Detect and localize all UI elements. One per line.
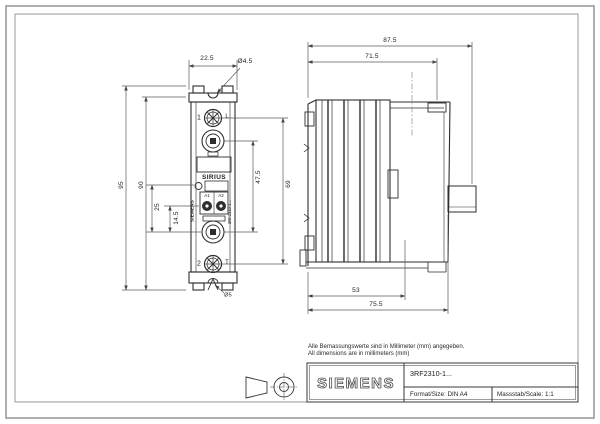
dim-body-width-top: 71.5 xyxy=(365,52,379,60)
dim-mid-spacing-inner: 14.5 xyxy=(172,211,180,225)
coil-terminal-a1-label: A1 xyxy=(204,192,210,198)
terminal-2-label: 2 xyxy=(197,260,201,268)
dim-top-width: 22.5 xyxy=(200,54,214,62)
title-block-scale: Massstab/Scale: 1:1 xyxy=(497,391,554,398)
dim-overall-width-bottom: 75.5 xyxy=(369,300,383,308)
title-block-brand-logo: SIEMENS xyxy=(316,375,396,392)
front-view-connector-bottom xyxy=(202,221,224,243)
note-de: Alle Bemassungswerte sind in Millimeter (mm) angegeben. xyxy=(308,344,465,350)
terminal-t-label: T xyxy=(225,260,229,266)
front-view-terminal-screw-top xyxy=(205,110,222,127)
dim-inner-height: 90 xyxy=(137,181,145,189)
projection-symbol xyxy=(246,373,298,401)
sirius-label: SIRIUS xyxy=(201,173,227,181)
terminal-1-label: 1 xyxy=(197,114,201,122)
title-block-format: Format/Size: DIN A4 xyxy=(410,391,468,398)
title-block-part-number: 3RF2310-1... xyxy=(410,369,452,378)
front-view-terminal-screw-bottom xyxy=(205,256,222,273)
dim-mid-spacing-outer: 25 xyxy=(153,203,161,211)
page-border-frames xyxy=(6,6,594,418)
dim-connector-spacing: 47.5 xyxy=(254,170,262,184)
siemens-side-label: SIEMENS xyxy=(189,199,195,223)
side-view-outline xyxy=(300,100,476,272)
coil-terminal-a2-label: A2 xyxy=(218,192,224,198)
dim-terminal-spacing: 69 xyxy=(284,180,292,188)
terminal-l-label: L xyxy=(225,114,229,120)
dim-overall-width-top: 87.5 xyxy=(383,36,397,44)
dim-overall-height: 95 xyxy=(117,181,125,189)
dim-bottom-hole-dia: Ø5 xyxy=(224,292,232,299)
dim-body-width-bottom: 53 xyxy=(352,286,360,294)
front-view-connector-top xyxy=(202,130,224,156)
model-side-label: 3RF2310-1... xyxy=(226,199,232,225)
dim-top-hole-dia: Ø4.5 xyxy=(237,57,253,65)
note-en: All dimensions are in millimeters (mm) xyxy=(308,351,410,357)
